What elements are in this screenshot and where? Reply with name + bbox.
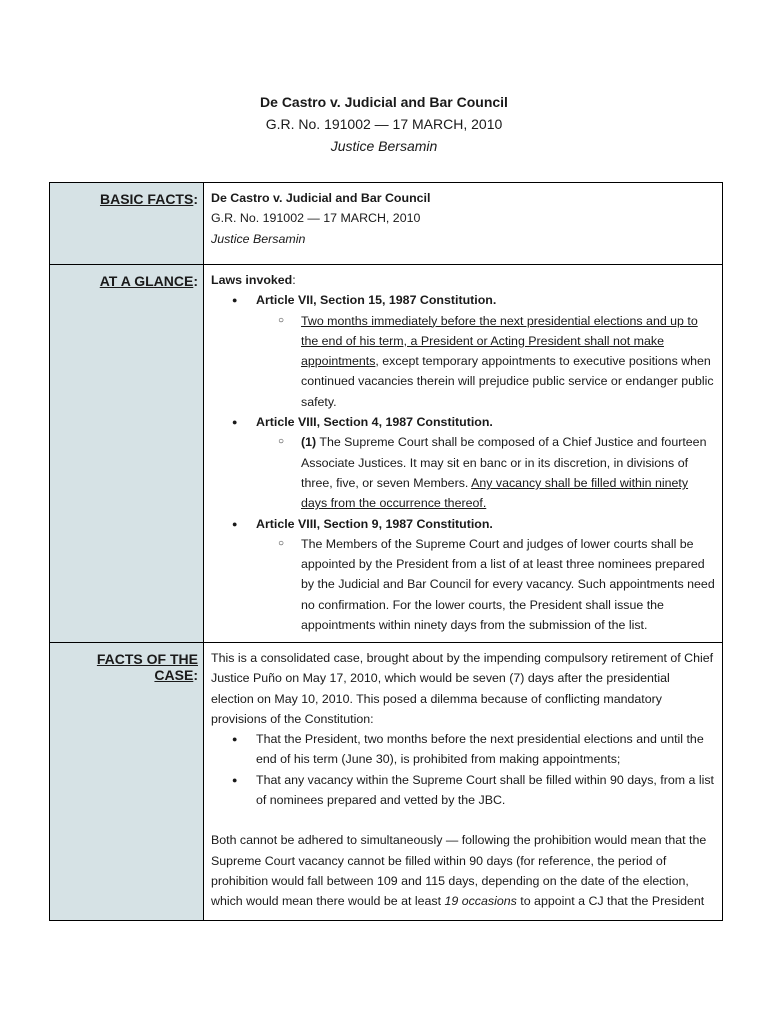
- case-justice: Justice Bersamin: [330, 138, 438, 154]
- law-item: ● Article VIII, Section 4, 1987 Constitution.: [211, 412, 715, 432]
- basic-facts-title: De Castro v. Judicial and Bar Council: [211, 191, 431, 205]
- case-gr-number: G.R. No. 191002 — 17 MARCH, 2010: [265, 116, 503, 132]
- case-title: De Castro v. Judicial and Bar Council: [260, 94, 508, 110]
- laws-invoked-label: Laws invoked:: [211, 273, 296, 287]
- at-a-glance-row: [50, 265, 723, 643]
- at-a-glance-content: [204, 265, 723, 643]
- facts-label: FACTS OF THE CASE:: [50, 643, 204, 921]
- law-item: ● Article VII, Section 15, 1987 Constitution.: [211, 290, 715, 310]
- facts-intro: This is a consolidated case, brought about by the impending compulsory retirement of Chief Justice Puño on May 17, 2010, which would be seven (7) days after the presidential election on May 10, 2010. This posed a dilemma because of conflicting mandatory provisions of the Constitution:: [211, 651, 714, 726]
- law-text: ○ The Members of the Supreme Court and judges of lower courts shall be appointed by the President from a list of at least three nominees prepared by the Judicial and Bar Council for every vacancy. Such appointments need no confirmation. For the lower courts, the President shall issue the appointments within ninety days from the submission of the list.: [211, 534, 715, 635]
- facts-paragraph: Both cannot be adhered to simultaneously — following the prohibition would mean that the Supreme Court vacancy cannot be filled within 90 days (for reference, the period of prohibition would fall between 109 and 115 days, depending on the date of the election, which would mean there would be at least 19 occasions to appoint a CJ that the President: [211, 833, 707, 909]
- facts-bullet: ● That any vacancy within the Supreme Court shall be filled within 90 days, from a list of nominees prepared and vetted by the JBC.: [211, 770, 715, 811]
- law-item: ● Article VIII, Section 9, 1987 Constitution.: [211, 514, 715, 534]
- document-header: [0, 91, 768, 157]
- basic-facts-row: [50, 183, 723, 265]
- facts-row: [50, 643, 723, 921]
- at-a-glance-label: AT A GLANCE:: [50, 265, 204, 643]
- basic-facts-content: [204, 183, 723, 265]
- facts-content: [204, 643, 723, 921]
- basic-facts-gr: G.R. No. 191002 — 17 MARCH, 2010: [211, 211, 421, 226]
- facts-bullet: ● That the President, two months before the next presidential elections and until the end of his term (June 30), is prohibited from making appointments;: [211, 729, 715, 770]
- law-text: ○ Two months immediately before the next presidential elections and up to the end of his term, a President or Acting President shall not make appointments, except temporary appointments to executive positions when continued vacancies therein will prejudice public service or endanger public safety.: [211, 311, 715, 412]
- digest-table: [49, 182, 723, 921]
- law-text: ○ (1) The Supreme Court shall be composed of a Chief Justice and fourteen Associate Justices. It may sit en banc or in its discretion, in divisions of three, five, or seven Members. Any vacancy shall be filled within ninety days from the occurrence thereof.: [211, 432, 715, 513]
- basic-facts-justice: Justice Bersamin: [211, 231, 306, 246]
- basic-facts-label: BASIC FACTS:: [50, 183, 204, 265]
